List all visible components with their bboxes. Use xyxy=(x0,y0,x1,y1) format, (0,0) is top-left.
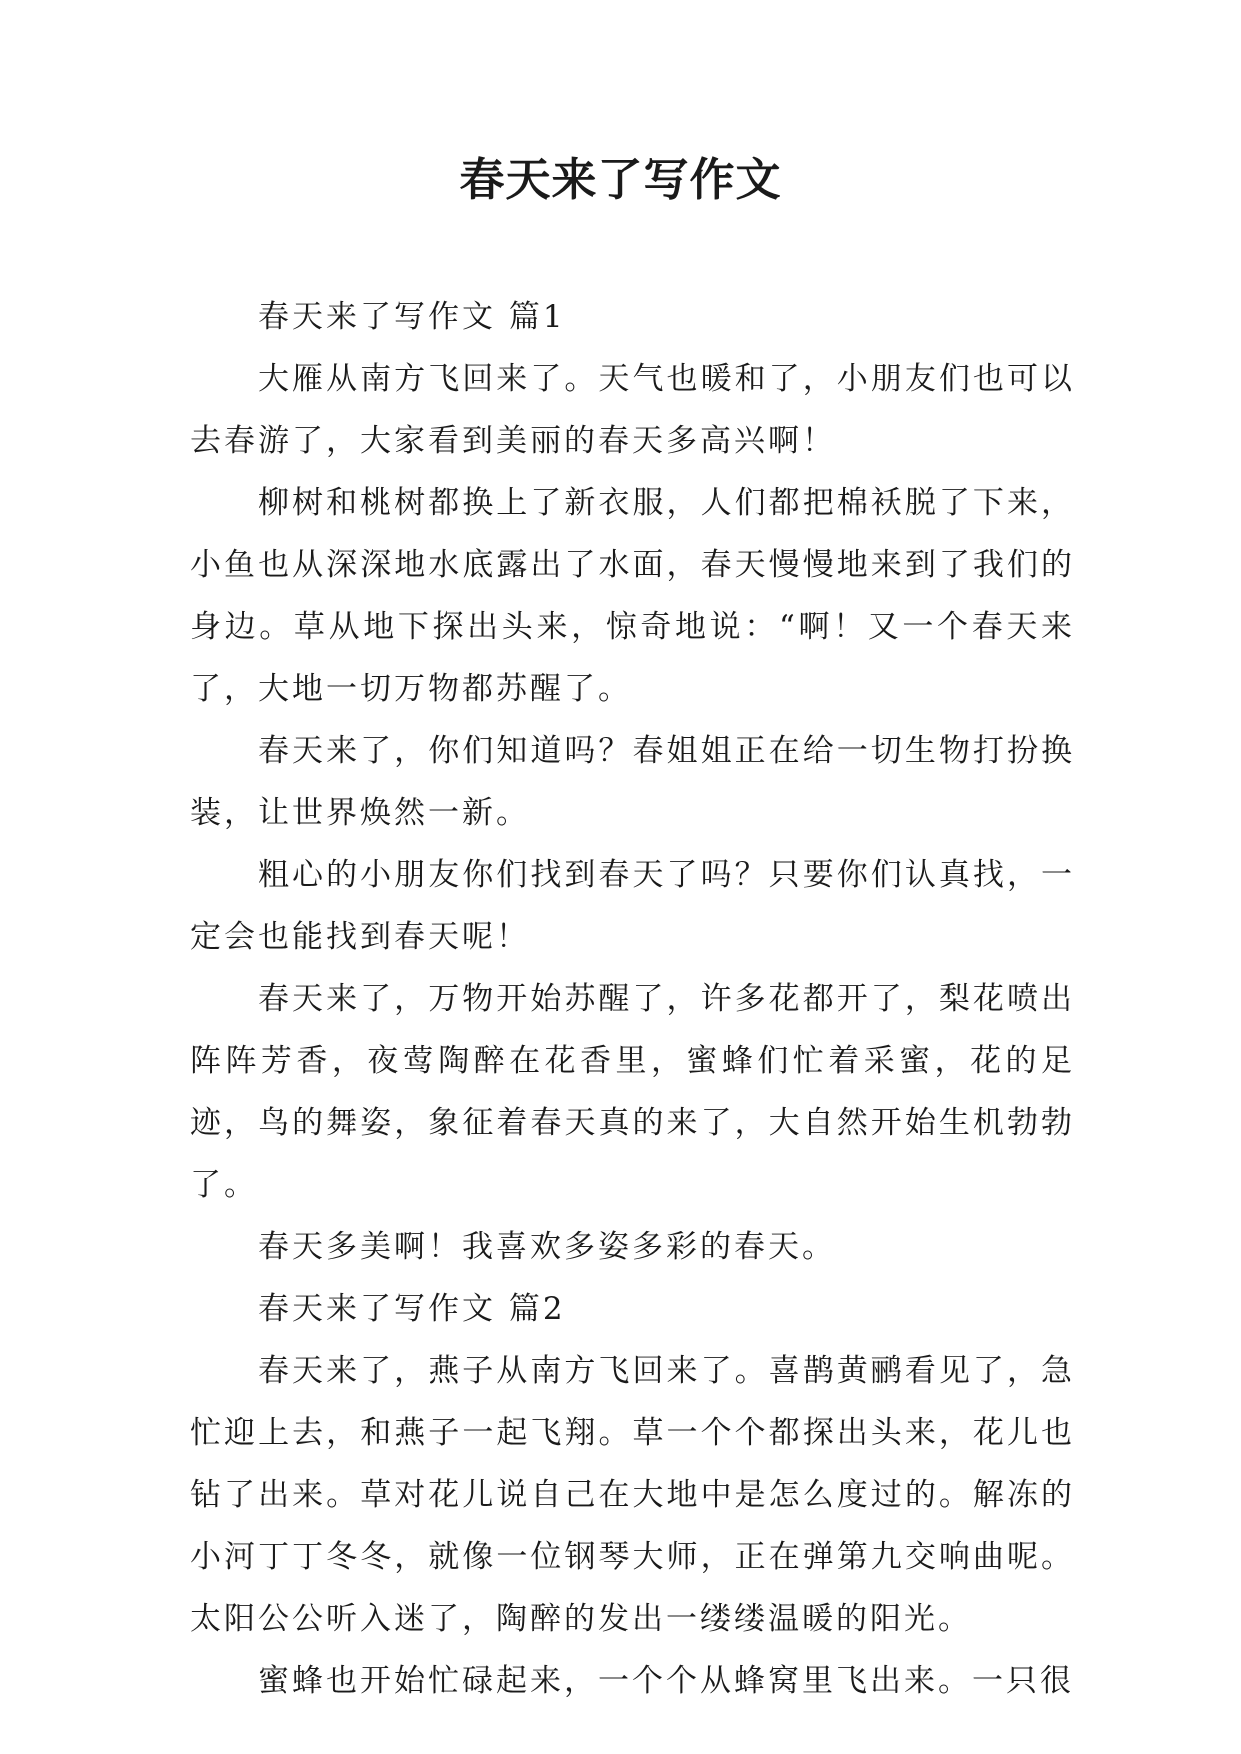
document-title: 春天来了写作文 xyxy=(459,153,782,206)
paragraph: 春天来了，燕子从南方飞回来了。喜鹊黄鹂看见了，急忙迎上去，和燕子一起飞翔。草一个个都探出头来，花儿也钻了出来。草对花儿说自己在大地中是怎么度过的。解冻的小河丁丁冬冬，就像一位钢琴大师，正在弹第九交响曲呢。太阳公公听入迷了，陶醉的发出一缕缕温暖的阳光。 xyxy=(190,1353,1075,1637)
section-heading-1: 春天来了写作文 篇1 xyxy=(258,299,566,335)
paragraph: 柳树和桃树都换上了新衣服，人们都把棉袄脱了下来，小鱼也从深深地水底露出了水面，春天慢慢地来到了我们的身边。草从地下探出头来，惊奇地说：“啊！又一个春天来了，大地一切万物都苏醒了。 xyxy=(190,485,1075,707)
paragraph: 蜜蜂也开始忙碌起来，一个个从蜂窝里飞出来。一只很 xyxy=(258,1663,1074,1699)
paragraph: 春天来了，万物开始苏醒了，许多花都开了，梨花喷出阵阵芳香，夜莺陶醉在花香里，蜜蜂们忙着采蜜，花的足迹，鸟的舞姿，象征着春天真的来了，大自然开始生机勃勃了。 xyxy=(190,981,1075,1203)
paragraph: 粗心的小朋友你们找到春天了吗？只要你们认真找，一定会也能找到春天呢！ xyxy=(190,857,1075,955)
paragraph: 大雁从南方飞回来了。天气也暖和了，小朋友们也可以去春游了，大家看到美丽的春天多高兴啊！ xyxy=(190,361,1075,459)
section-heading-2: 春天来了写作文 篇2 xyxy=(258,1291,566,1327)
paragraph: 春天来了，你们知道吗？春姐姐正在给一切生物打扮换装，让世界焕然一新。 xyxy=(190,733,1075,831)
paragraph: 春天多美啊！我喜欢多姿多彩的春天。 xyxy=(258,1229,836,1265)
document-body xyxy=(190,286,1075,1712)
